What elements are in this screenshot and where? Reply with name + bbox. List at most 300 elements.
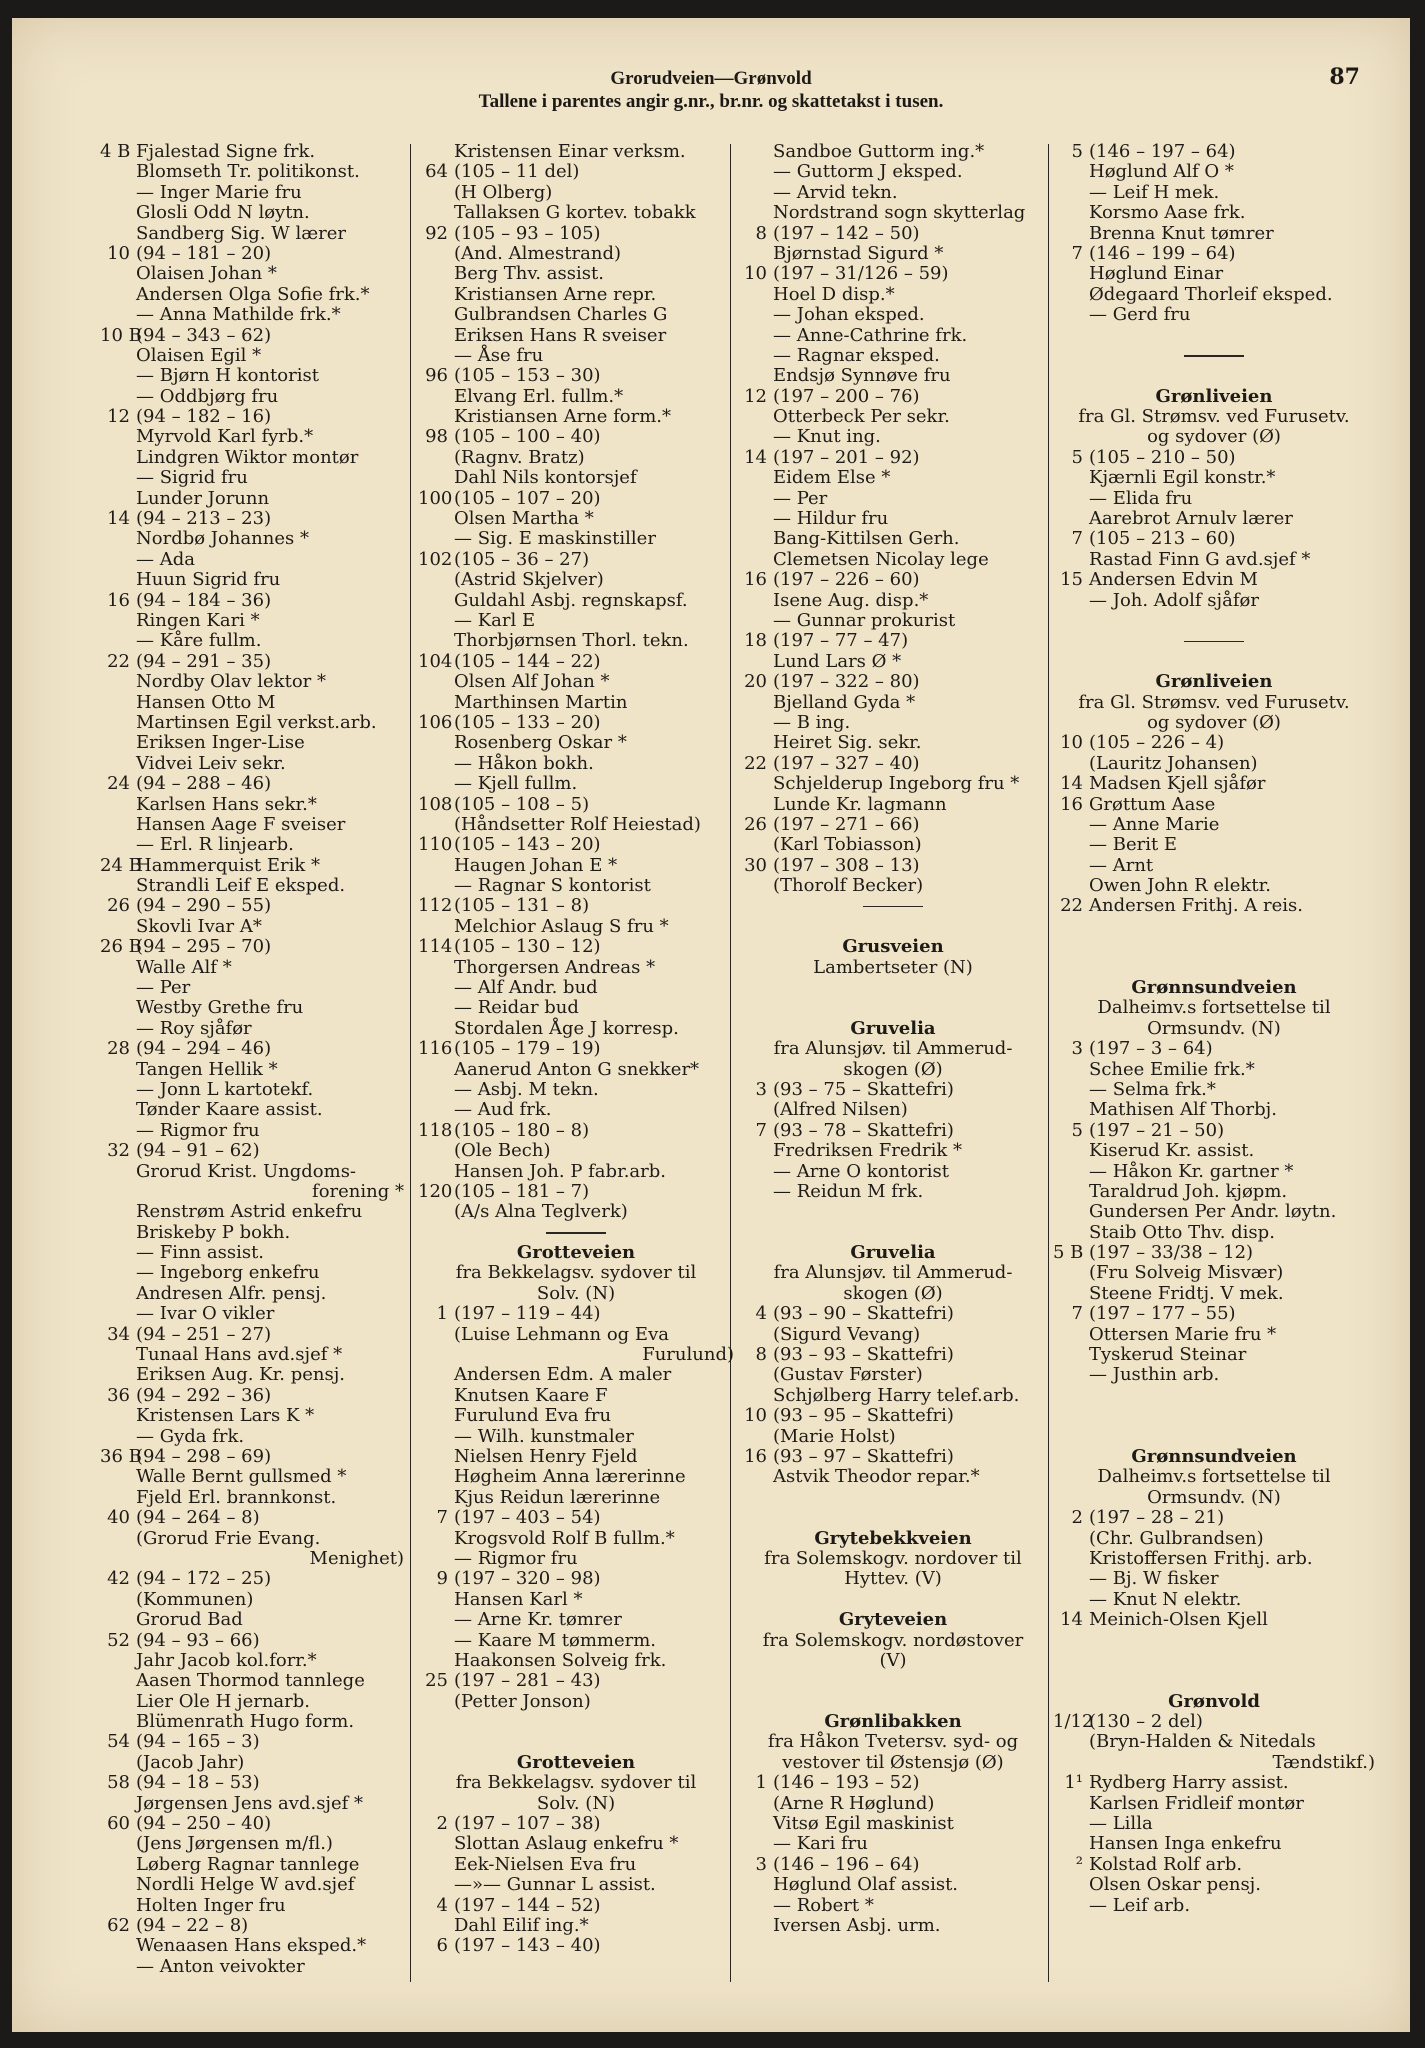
entry-text: (A/s Alna Teglverk) [454, 1201, 628, 1223]
street-description: fra Bekkelagsv. sydover til [455, 1262, 697, 1284]
house-number: 7 [755, 1119, 767, 1141]
entry-text: Olsen Alf Johan * [454, 671, 610, 693]
separator-rule [863, 906, 923, 908]
entry-text: Vidvei Leiv sekr. [136, 752, 286, 774]
directory-entry [418, 754, 734, 774]
directory-entry [737, 652, 1049, 672]
entry-text: — Arne O kontorist [773, 1160, 950, 1182]
entry-text: (146 – 196 – 64) [773, 1853, 920, 1875]
entry-text: (Alfred Nilsen) [773, 1099, 908, 1121]
entry-text: Grorud Krist. Ungdoms- [136, 1160, 357, 1182]
entry-text: (Jacob Jahr) [136, 1751, 245, 1773]
entry-text: Marthinsen Martin [454, 691, 628, 713]
street-heading: Grusveien [842, 936, 944, 958]
directory-entry [418, 1936, 734, 1956]
house-number: 26 [107, 895, 130, 917]
section-separator [418, 1223, 734, 1243]
street-description: fra Alunsjøv. til Ammerud- [773, 1038, 1013, 1060]
entry-text: (94 – 343 – 62) [136, 324, 272, 346]
directory-entry [737, 1100, 1049, 1120]
directory-entry [100, 264, 404, 284]
entry-text: Fjeld Erl. brannkonst. [136, 1486, 337, 1508]
directory-entry [737, 427, 1049, 447]
directory-entry [418, 876, 734, 896]
entry-text: (197 – 327 – 40) [773, 752, 920, 774]
house-number: 36 [107, 1384, 130, 1406]
entry-text: Ringen Kari * [136, 609, 260, 631]
entry-text: Vitsø Egil maskinist [773, 1813, 954, 1835]
directory-entry [418, 1427, 734, 1447]
entry-text: Berg Thv. assist. [454, 263, 604, 285]
entry-text: (197 – 143 – 40) [454, 1935, 601, 1957]
directory-entry [1053, 1508, 1375, 1528]
entry-text: (And. Almestrand) [454, 242, 622, 264]
directory-entry [737, 876, 1049, 896]
street-heading: Grønliveien [1155, 671, 1273, 693]
entry-text: Aasen Thormod tannlege [136, 1670, 365, 1692]
house-number: 3 [755, 1078, 767, 1100]
directory-entry [100, 672, 404, 692]
directory-entry [418, 1162, 734, 1182]
directory-entry [418, 162, 734, 182]
directory-entry [737, 509, 1049, 529]
entry-text: (146 – 193 – 52) [773, 1772, 920, 1794]
entry-text: (Ole Bech) [454, 1140, 551, 1162]
directory-entry [737, 611, 1049, 631]
entry-text: (197 – 31/126 – 59) [773, 263, 949, 285]
spacer [1053, 1406, 1375, 1426]
entry-text: Nordby Olav lektor * [136, 671, 326, 693]
entry-text: Nordstrand sogn skytterlag [773, 202, 1026, 224]
directory-entry [1053, 1080, 1375, 1100]
entry-text: Bjørnstad Sigurd * [773, 242, 944, 264]
directory-entry [737, 1447, 1049, 1467]
house-number: 1 [436, 1303, 448, 1325]
entry-text: Ottersen Marie fru * [1089, 1323, 1277, 1345]
directory-entry [418, 835, 734, 855]
directory-entry [100, 489, 404, 509]
house-number: 8 [755, 222, 767, 244]
directory-entry [418, 1590, 734, 1610]
page-subtitle: Tallene i parentes angir g.nr., br.nr. og skattetakst i tusen. [478, 91, 944, 112]
directory-entry [100, 1957, 404, 1977]
directory-entry [100, 305, 404, 325]
directory-entry [1053, 835, 1375, 855]
directory-column-3 [737, 142, 1049, 1988]
entry-text: Høgheim Anna lærerinne [454, 1466, 686, 1488]
directory-entry [100, 1263, 404, 1283]
directory-entry [1053, 1202, 1375, 1222]
directory-entry [100, 1936, 404, 1956]
entry-text: — Knut N elektr. [1089, 1588, 1242, 1610]
directory-entry [737, 1427, 1049, 1447]
section-separator [737, 896, 1049, 916]
directory-entry [418, 427, 734, 447]
directory-entry [100, 1386, 404, 1406]
entry-text: Hansen Karl * [454, 1588, 583, 1610]
entry-text: — Rigmor fru [454, 1547, 578, 1569]
entry-text: Karlsen Hans sekr.* [136, 793, 317, 815]
house-number: 26 [744, 813, 767, 835]
directory-entry [418, 183, 734, 203]
entry-text: Thorbjørnsen Thorl. tekn. [454, 630, 689, 652]
directory-entry [418, 1447, 734, 1467]
directory-entry [737, 1345, 1049, 1365]
directory-entry [737, 754, 1049, 774]
entry-text: Andersen Frithj. A reis. [1089, 895, 1303, 917]
house-number: 24 [107, 773, 130, 795]
directory-entry [1053, 1855, 1375, 1875]
entry-text: Kristoffersen Frithj. arb. [1089, 1547, 1313, 1569]
directory-entry [1053, 244, 1375, 264]
entry-text: (Petter Jonson) [454, 1690, 591, 1712]
entry-text: Olsen Oskar pensj. [1089, 1874, 1261, 1896]
house-number: 100 [418, 487, 453, 509]
column-divider [410, 144, 411, 1982]
directory-entry [737, 591, 1049, 611]
house-number: 12 [107, 406, 130, 428]
entry-text: Kjus Reidun lærerinne [454, 1486, 661, 1508]
house-number: 5 [1071, 1119, 1083, 1141]
entry-text: (94 – 298 – 69) [136, 1446, 272, 1467]
entry-text: Andresen Alfr. pensj. [136, 1282, 327, 1304]
directory-entry [737, 1834, 1049, 1854]
directory-entry [1053, 1753, 1375, 1773]
entry-text: — Kjell fullm. [454, 773, 578, 795]
directory-page [12, 18, 1410, 2032]
entry-text: Lunde Kr. lagmann [773, 793, 947, 815]
directory-entry [100, 1671, 404, 1691]
entry-text: Knutsen Kaare F [454, 1384, 608, 1406]
house-number: 110 [418, 834, 453, 856]
directory-entry [418, 1651, 734, 1671]
entry-text: — Lilla [1089, 1813, 1153, 1835]
entry-text: (94 – 294 – 46) [136, 1038, 272, 1060]
house-number: 120 [418, 1180, 453, 1202]
entry-text: (Håndsetter Rolf Heiestad) [454, 813, 701, 835]
street-heading: Gruvelia [850, 1242, 936, 1264]
directory-entry [1053, 754, 1375, 774]
directory-entry [100, 142, 404, 162]
directory-entry [418, 1080, 734, 1100]
separator-rule [546, 1232, 606, 1234]
directory-entry [737, 1916, 1049, 1936]
entry-text: (94 – 251 – 27) [136, 1323, 272, 1345]
directory-entry [418, 224, 734, 244]
entry-text: Andersen Edm. A maler [454, 1364, 672, 1386]
entry-text: Schjølberg Harry telef.arb. [773, 1384, 1020, 1406]
entry-text: Blomseth Tr. politikonst. [136, 161, 360, 183]
directory-entry [737, 285, 1049, 305]
directory-entry [100, 285, 404, 305]
directory-entry [1053, 1732, 1375, 1752]
entry-text: — Per [773, 487, 828, 509]
directory-entry [100, 917, 404, 937]
house-number: 14 [744, 446, 767, 468]
house-number: 14 [1060, 1609, 1083, 1631]
directory-entry [418, 1182, 734, 1202]
entry-text: (H Olberg) [454, 181, 553, 203]
directory-entry [1053, 1549, 1375, 1569]
directory-entry [737, 183, 1049, 203]
entry-text: Slottan Aslaug enkefru * [454, 1833, 679, 1855]
entry-text: — Ragnar S kontorist [454, 875, 651, 897]
entry-text: (197 – 142 – 50) [773, 222, 920, 244]
directory-entry [1053, 1896, 1375, 1916]
directory-entry [418, 1365, 734, 1385]
directory-entry [737, 529, 1049, 549]
directory-entry [737, 1162, 1049, 1182]
spacer [1053, 958, 1375, 978]
directory-entry [100, 1631, 404, 1651]
directory-entry [100, 1325, 404, 1345]
entry-text: Huun Sigrid fru [136, 569, 281, 591]
house-number: 14 [107, 508, 130, 530]
entry-text: (94 – 290 – 55) [136, 895, 272, 917]
directory-entry [737, 1141, 1049, 1161]
street-description: fra Gl. Strømsv. ved Furusetv. [1078, 691, 1350, 713]
spacer [737, 978, 1049, 998]
entry-text: Høglund Einar [1089, 263, 1224, 285]
spacer [1053, 937, 1375, 957]
directory-entry [100, 570, 404, 590]
entry-text: Høglund Olaf assist. [773, 1874, 959, 1896]
street-description: Lambertseter (N) [813, 956, 973, 978]
directory-entry [100, 468, 404, 488]
directory-entry [100, 631, 404, 651]
directory-entry [100, 754, 404, 774]
entry-text: — Erl. R linjearb. [136, 834, 294, 856]
directory-entry [100, 224, 404, 244]
entry-text: Tallaksen G kortev. tobakk [454, 202, 696, 224]
entry-text: Eek-Nielsen Eva fru [454, 1853, 637, 1875]
directory-entry [418, 1834, 734, 1854]
entry-text: Hansen Joh. P fabr.arb. [454, 1160, 666, 1182]
directory-entry [100, 1814, 404, 1834]
directory-entry [1053, 774, 1375, 794]
house-number: 52 [107, 1629, 130, 1651]
directory-entry [418, 978, 734, 998]
entry-text: (197 – 144 – 52) [454, 1894, 601, 1916]
directory-entry [737, 468, 1049, 488]
directory-entry [418, 917, 734, 937]
spacer [1053, 1651, 1375, 1671]
directory-entry [737, 1467, 1049, 1487]
entry-text: — Gyda frk. [136, 1425, 245, 1447]
entry-text: (197 – 271 – 66) [773, 813, 920, 835]
directory-entry [737, 346, 1049, 366]
entry-text: (Karl Tobiasson) [773, 834, 922, 856]
entry-text: Lunder Jorunn [136, 487, 270, 509]
entry-text: (Jens Jørgensen m/fl.) [136, 1833, 333, 1855]
directory-entry [1053, 876, 1375, 896]
house-number: 7 [1071, 242, 1083, 264]
entry-text: Bjelland Gyda * [773, 691, 916, 713]
directory-entry [737, 203, 1049, 223]
entry-text: — Elida fru [1089, 487, 1193, 509]
directory-entry [418, 1406, 734, 1426]
entry-text: Furulund) [642, 1344, 734, 1366]
entry-text: Lindgren Wiktor montør [136, 446, 359, 468]
entry-text: (Ragnv. Bratz) [454, 446, 585, 468]
house-number: 22 [1060, 895, 1083, 917]
entry-text: — Sigrid fru [136, 467, 248, 489]
entry-text: Høglund Alf O * [1089, 161, 1234, 183]
directory-entry [737, 1386, 1049, 1406]
directory-entry [418, 1916, 734, 1936]
directory-entry [418, 1610, 734, 1630]
entry-text: (93 – 75 – Skattefri) [773, 1078, 954, 1100]
directory-entry [1053, 1365, 1375, 1385]
directory-entry [737, 1406, 1049, 1426]
directory-entry [100, 1345, 404, 1365]
directory-entry [1053, 162, 1375, 182]
entry-text: Guldahl Asbj. regnskapsf. [454, 589, 688, 611]
directory-entry [100, 1834, 404, 1854]
directory-entry [100, 1732, 404, 1752]
entry-text: — Alf Andr. bud [454, 977, 598, 999]
entry-text: (197 – 119 – 44) [454, 1303, 601, 1325]
directory-entry [100, 1427, 404, 1447]
directory-entry [1053, 224, 1375, 244]
street-heading: Grønlibakken [824, 1711, 962, 1733]
entry-text: — Anton veivokter [136, 1955, 305, 1977]
entry-text: Jørgensen Jens avd.sjef * [136, 1792, 364, 1814]
directory-entry [418, 448, 734, 468]
entry-text: — Bj. W fisker [1089, 1568, 1219, 1590]
entry-text: (94 – 213 – 23) [136, 508, 272, 530]
entry-text: (Arne R Høglund) [773, 1792, 935, 1814]
directory-entry [100, 1794, 404, 1814]
entry-text: (197 – 320 – 98) [454, 1568, 601, 1590]
directory-entry [418, 570, 734, 590]
directory-entry [100, 203, 404, 223]
spacer [737, 1223, 1049, 1243]
directory-entry [1053, 1569, 1375, 1589]
house-number: 104 [418, 650, 453, 672]
entry-text: (197 – 403 – 54) [454, 1507, 601, 1529]
house-number: 26 B [100, 936, 142, 958]
entry-text: (105 – 11 del) [454, 161, 580, 183]
entry-text: Tangen Hellik * [136, 1058, 278, 1080]
house-number: 1¹ [1064, 1772, 1083, 1794]
house-number: 108 [418, 793, 453, 815]
directory-entry [100, 958, 404, 978]
directory-entry [1053, 1834, 1375, 1854]
entry-text: (105 – 133 – 20) [454, 711, 601, 733]
street-description: fra Bekkelagsv. sydover til [455, 1772, 697, 1794]
street-heading: Grotteveien [516, 1751, 636, 1773]
entry-text: Strandli Leif E eksped. [136, 875, 346, 897]
entry-text: Myrvold Karl fyrb.* [136, 426, 314, 448]
directory-entry [418, 1325, 734, 1345]
entry-text: (94 – 18 – 53) [136, 1772, 260, 1794]
house-number: 16 [744, 569, 767, 591]
directory-entry [737, 448, 1049, 468]
street-description: fra Håkon Tvetersv. syd- og [767, 1731, 1019, 1753]
entry-text: Eriksen Hans R sveiser [454, 324, 667, 346]
house-number: 2 [436, 1813, 448, 1835]
entry-text: Iversen Asbj. urm. [773, 1914, 941, 1936]
house-number: 14 [1060, 773, 1083, 795]
entry-text: Jahr Jacob kol.forr.* [136, 1649, 317, 1671]
entry-text: — Joh. Adolf sjåfør [1089, 589, 1259, 611]
directory-entry [737, 1304, 1049, 1324]
directory-entry [418, 856, 734, 876]
directory-entry [100, 1284, 404, 1304]
house-number: 1/12 [1053, 1711, 1094, 1733]
directory-entry [737, 1365, 1049, 1385]
directory-entry [737, 733, 1049, 753]
entry-text: — Arnt [1089, 854, 1154, 876]
entry-text: — Hildur fru [773, 508, 889, 530]
entry-text: (93 – 78 – Skattefri) [773, 1119, 954, 1141]
street-heading: Grønliveien [1155, 385, 1273, 407]
house-number: 16 [107, 589, 130, 611]
entry-text: Heiret Sig. sekr. [773, 732, 922, 754]
entry-text: — Anne-Cathrine frk. [773, 324, 968, 346]
entry-text: (93 – 97 – Skattefri) [773, 1446, 954, 1467]
entry-text: forening * [312, 1180, 404, 1202]
entry-text: Walle Bernt gullsmed * [136, 1466, 347, 1488]
entry-text: — Roy sjåfør [136, 1017, 252, 1039]
entry-text: (197 – 308 – 13) [773, 854, 920, 876]
directory-entry [418, 1100, 734, 1120]
house-number: 96 [425, 365, 448, 387]
entry-text: Olsen Martha * [454, 508, 594, 530]
directory-entry [418, 1814, 734, 1834]
directory-entry [418, 407, 734, 427]
entry-text: Rastad Finn G avd.sjef * [1089, 548, 1311, 570]
directory-entry [418, 550, 734, 570]
directory-entry [1053, 1284, 1375, 1304]
street-heading: Grytebekkveien [814, 1527, 972, 1549]
directory-entry [737, 1773, 1049, 1793]
directory-entry [737, 631, 1049, 651]
spacer [737, 1692, 1049, 1712]
directory-column-1 [100, 142, 404, 1988]
entry-text: (93 – 95 – Skattefri) [773, 1405, 954, 1427]
entry-text: (130 – 2 del) [1089, 1711, 1203, 1733]
entry-text: — Wilh. kunstmaler [454, 1425, 634, 1447]
entry-text: — Åse fru [454, 344, 544, 366]
street-heading: Grønnsundveien [1131, 977, 1297, 999]
directory-entry [418, 142, 734, 162]
entry-text: Kolstad Rolf arb. [1089, 1853, 1243, 1875]
directory-entry [737, 326, 1049, 346]
directory-entry [1053, 529, 1375, 549]
directory-entry [1053, 795, 1375, 815]
entry-text: (105 – 144 – 22) [454, 650, 601, 672]
directory-entry [737, 1794, 1049, 1814]
street-description: Dalheimv.s fortsettelse til [1097, 997, 1331, 1019]
directory-entry [1053, 1529, 1375, 1549]
entry-text: Krogsvold Rolf B fullm.* [454, 1527, 675, 1549]
directory-entry [418, 1141, 734, 1161]
directory-entry [418, 1386, 734, 1406]
entry-text: (94 – 295 – 70) [136, 936, 272, 958]
directory-entry [737, 1875, 1049, 1895]
directory-entry [100, 1549, 404, 1569]
street-description: Ormsundv. (N) [1147, 1486, 1281, 1508]
directory-entry [1053, 1875, 1375, 1895]
entry-text: (105 – 100 – 40) [454, 426, 601, 448]
directory-entry [418, 387, 734, 407]
directory-entry [100, 876, 404, 896]
directory-entry [1053, 1773, 1375, 1793]
entry-text: (105 – 130 – 12) [454, 936, 601, 958]
entry-text: — Ivar O vikler [136, 1303, 275, 1325]
